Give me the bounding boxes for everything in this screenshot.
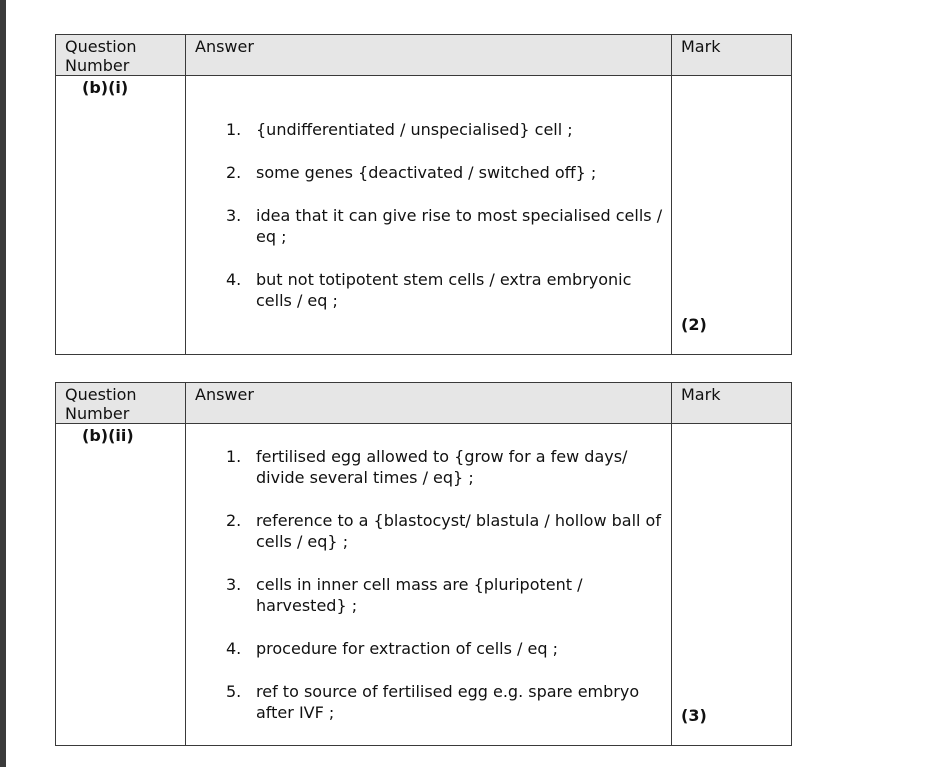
point-number: 2. xyxy=(226,511,242,530)
list-item xyxy=(186,446,671,488)
mark-value: (3) xyxy=(681,706,707,725)
list-item xyxy=(186,269,671,311)
header-answer: Answer xyxy=(186,383,672,424)
point-text: procedure for extraction of cells / eq ; xyxy=(256,639,558,658)
answer-cell xyxy=(186,424,672,746)
point-text: ref to source of fertilised egg e.g. spare embryo after IVF ; xyxy=(256,682,640,722)
question-number: (b)(ii) xyxy=(56,424,186,746)
point-text: reference to a {blastocyst/ blastula / hollow ball of cells / eq} ; xyxy=(256,511,661,551)
answer-cell xyxy=(186,76,672,355)
header-row xyxy=(56,383,792,424)
point-number: 4. xyxy=(226,639,242,658)
window-edge xyxy=(0,0,6,767)
header-row xyxy=(56,35,792,76)
point-number: 2. xyxy=(226,163,242,182)
list-item xyxy=(186,681,671,723)
mark-value: (2) xyxy=(681,315,707,334)
mark-cell xyxy=(672,424,792,746)
list-item xyxy=(186,510,671,552)
point-number: 5. xyxy=(226,682,242,701)
header-question-number: Question Number xyxy=(56,35,186,76)
list-item xyxy=(186,162,671,183)
list-item xyxy=(186,119,671,140)
point-number: 1. xyxy=(226,120,242,139)
point-text: fertilised egg allowed to {grow for a few days/ divide several times / eq} ; xyxy=(256,447,628,487)
point-text: idea that it can give rise to most specialised cells / eq ; xyxy=(256,206,663,246)
list-item xyxy=(186,638,671,659)
answer-list xyxy=(186,424,671,723)
list-item xyxy=(186,205,671,247)
point-number: 4. xyxy=(226,270,242,289)
answer-row xyxy=(56,76,792,355)
point-number: 3. xyxy=(226,575,242,594)
mark-scheme-table-b-i xyxy=(55,34,792,355)
list-item xyxy=(186,574,671,616)
header-mark: Mark xyxy=(672,383,792,424)
header-question-number: Question Number xyxy=(56,383,186,424)
mark-scheme-table-b-ii xyxy=(55,382,792,746)
point-number: 3. xyxy=(226,206,242,225)
header-mark: Mark xyxy=(672,35,792,76)
header-answer: Answer xyxy=(186,35,672,76)
mark-cell xyxy=(672,76,792,355)
point-text: but not totipotent stem cells / extra embryonic cells / eq ; xyxy=(256,270,632,310)
point-number: 1. xyxy=(226,447,242,466)
question-number: (b)(i) xyxy=(56,76,186,355)
point-text: cells in inner cell mass are {pluripotent / harvested} ; xyxy=(256,575,583,615)
point-text: some genes {deactivated / switched off} ; xyxy=(256,163,597,182)
point-text: {undifferentiated / unspecialised} cell ; xyxy=(256,120,573,139)
answer-list xyxy=(186,76,671,311)
answer-row xyxy=(56,424,792,746)
